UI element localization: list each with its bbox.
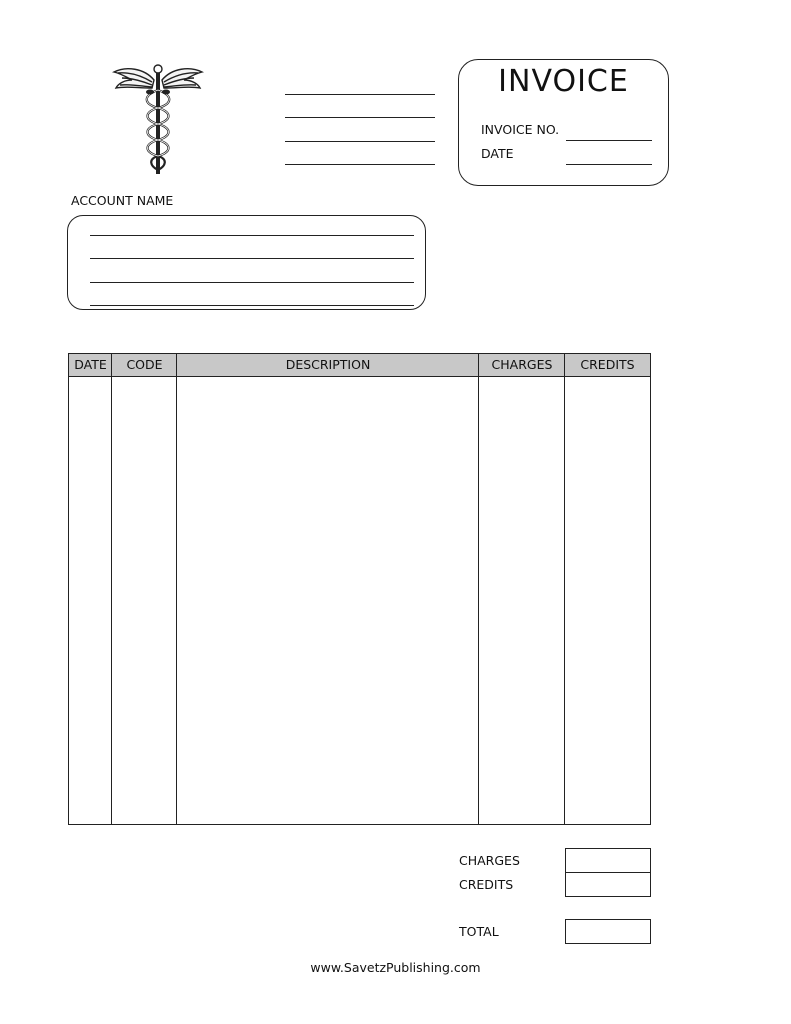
- account-line-4[interactable]: [90, 305, 414, 306]
- invoice-title: INVOICE: [498, 64, 629, 99]
- grand-total-field[interactable]: [565, 919, 651, 944]
- account-name-label: ACCOUNT NAME: [71, 193, 174, 208]
- account-name-box: [67, 215, 426, 310]
- caduceus-icon: [108, 60, 208, 180]
- column-header-code: CODE: [126, 357, 163, 372]
- column-header-description: DESCRIPTION: [285, 357, 371, 372]
- account-line-3[interactable]: [90, 282, 414, 283]
- table-header: [69, 354, 650, 377]
- invoice-box: [458, 59, 669, 186]
- column-divider: [564, 354, 565, 824]
- sender-line-2[interactable]: [285, 117, 435, 118]
- account-line-1[interactable]: [90, 235, 414, 236]
- credits-total-field[interactable]: [565, 872, 651, 897]
- account-line-2[interactable]: [90, 258, 414, 259]
- invoice-date-field[interactable]: [566, 164, 652, 165]
- sender-line-1[interactable]: [285, 94, 435, 95]
- sender-line-4[interactable]: [285, 164, 435, 165]
- column-header-date: DATE: [74, 357, 107, 372]
- column-divider: [176, 354, 177, 824]
- charges-total-label: CHARGES: [459, 853, 520, 868]
- invoice-number-label: INVOICE NO.: [481, 122, 560, 137]
- column-header-credits: CREDITS: [580, 357, 635, 372]
- invoice-number-field[interactable]: [566, 140, 652, 141]
- grand-total-label: TOTAL: [459, 924, 499, 939]
- sender-line-3[interactable]: [285, 141, 435, 142]
- footer-website: www.SavetzPublishing.com: [310, 960, 481, 975]
- column-divider: [478, 354, 479, 824]
- invoice-date-label: DATE: [481, 146, 514, 161]
- column-header-charges: CHARGES: [491, 357, 553, 372]
- line-items-table: [68, 353, 651, 825]
- charges-total-field[interactable]: [565, 848, 651, 873]
- column-divider: [111, 354, 112, 824]
- credits-total-label: CREDITS: [459, 877, 514, 892]
